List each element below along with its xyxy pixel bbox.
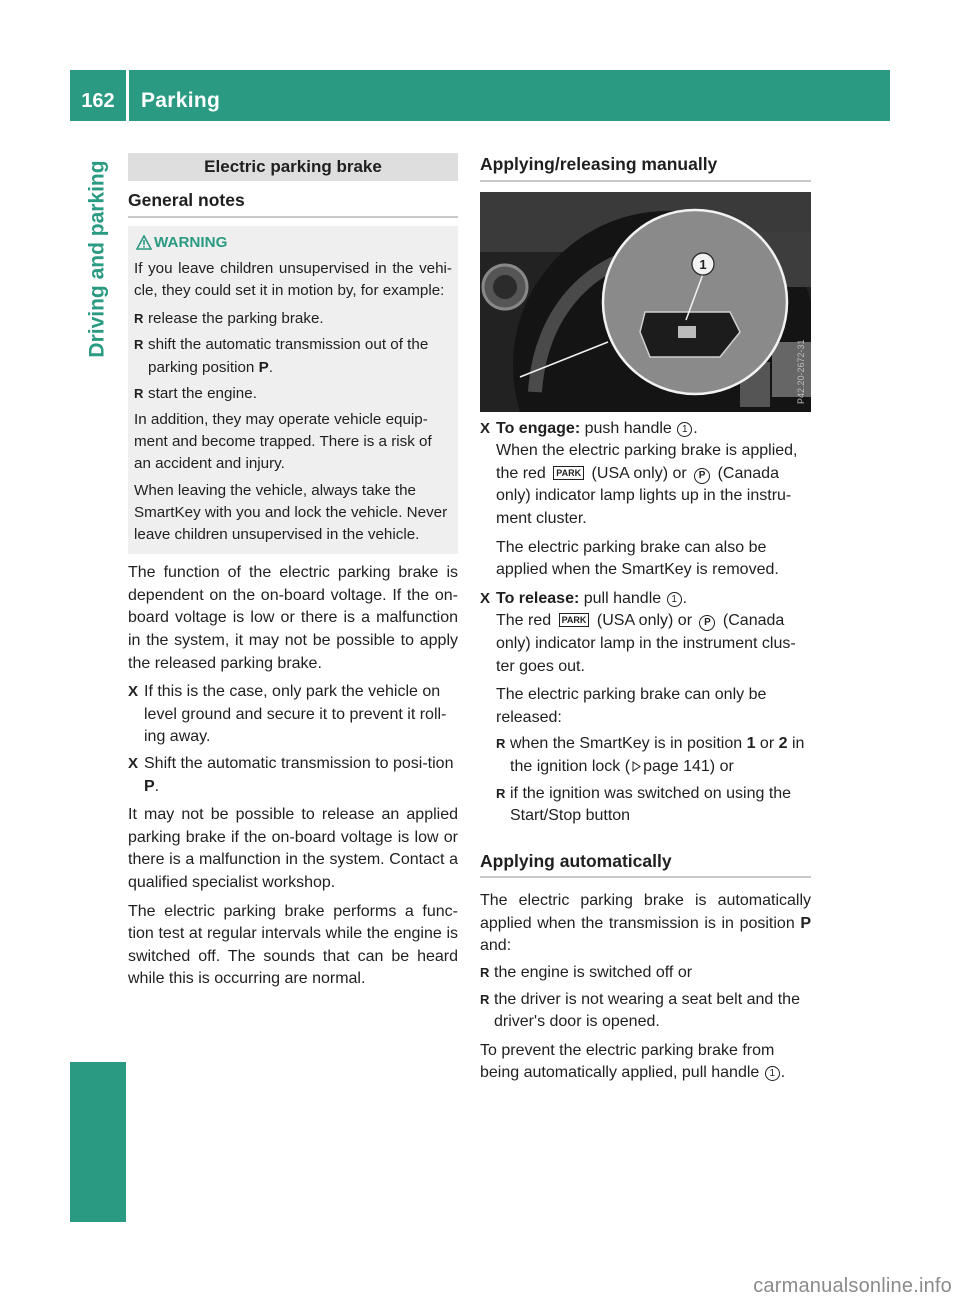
text-run: the engine is switched off or (494, 964, 693, 982)
section-heading: Electric parking brake (128, 153, 458, 181)
step-marker-icon: X (128, 683, 139, 701)
warning-intro: If you leave children unsupervised in the vehi-cle, they could set it in motion by, for example: (134, 259, 452, 299)
bold-gear: P (144, 777, 155, 795)
park-indicator-icon: PARK (553, 466, 584, 480)
page-number: 162 (81, 90, 115, 112)
text-run: if the ignition was switched on using the Start/Stop button (510, 784, 792, 825)
body-paragraph (480, 890, 811, 958)
instruction-step (128, 681, 458, 749)
warning-bullet (134, 383, 452, 405)
step-label: To release: (496, 589, 580, 607)
side-color-block (70, 1062, 126, 1222)
side-tab-label: Driving and parking (86, 160, 110, 358)
bold-gear: P (800, 914, 811, 932)
release-bullet (496, 733, 811, 778)
step-paragraph (496, 610, 811, 678)
photo-code: P42.20-2672-31 (796, 339, 806, 404)
step-end: . (682, 589, 688, 607)
parking-brake-p-icon: P (694, 468, 710, 484)
warning-bullet (134, 334, 452, 378)
left-column (128, 153, 458, 991)
warning-title-text: WARNING (154, 233, 228, 251)
header-divider (126, 70, 129, 121)
subheading-automatic: Applying automatically (480, 850, 811, 879)
page-reference-link[interactable]: page 141 (643, 757, 710, 775)
body-paragraph: It may not be possible to release an applied parking brake if the on-board voltage is low or there is a malfunction in the system. Contact a qualified specialist workshop. (128, 806, 458, 891)
warning-paragraph: In addition, they may operate vehicle equip-ment and become trapped. There is a risk of an accident and injury. (134, 411, 432, 473)
step-text: pull handle (579, 589, 666, 607)
step-end: . (154, 777, 160, 795)
warning-title (134, 232, 452, 254)
warning-bullet (134, 308, 452, 330)
bullet-text: release the parking brake. (148, 310, 324, 328)
text-run: The red (496, 612, 556, 630)
text-run: The electric parking brake is automatically applied when the transmission is in position (480, 892, 811, 932)
text-run: ) or (709, 757, 734, 775)
body-paragraph (480, 1040, 811, 1085)
section-title: Parking (141, 89, 221, 112)
auto-bullet (480, 989, 811, 1034)
text-run: the driver is not wearing a seat belt and the driver's door is opened. (494, 990, 800, 1031)
handle-callout-icon: 1 (765, 1066, 780, 1081)
bullet-end: . (268, 358, 273, 376)
body-paragraph: The electric parking brake performs a func-tion test at regular intervals while the engine is switched off. The sounds that can be heard while this is occurring are normal. (128, 902, 458, 988)
handle-callout-icon: 1 (667, 592, 682, 607)
text-run: (USA only) or (587, 464, 692, 482)
text-run: when the SmartKey is in position (510, 735, 747, 753)
dashboard-photo (480, 192, 811, 412)
step-marker-icon: X (480, 419, 491, 437)
warning-box (128, 226, 458, 555)
step-paragraph (496, 440, 811, 530)
callout-number: 1 (699, 256, 707, 272)
text-run: and: (480, 937, 512, 955)
right-column (480, 153, 811, 1085)
park-indicator-icon: PARK (559, 613, 590, 627)
bold-position: 2 (778, 735, 788, 753)
parking-brake-p-icon: P (699, 615, 715, 631)
watermark: carmanualsonline.info (753, 1275, 952, 1297)
step-paragraph: The electric parking brake can also be applied when the SmartKey is removed. (496, 538, 779, 579)
bullet-text: start the engine. (148, 384, 257, 402)
step-label: To engage: (496, 419, 581, 437)
step-text: If this is the case, only park the vehicle on level ground and secure it to prevent it roll-ing away. (144, 683, 447, 746)
text-run: or (755, 735, 779, 753)
text-run: To prevent the electric parking brake from being automatically applied, pull handle (480, 1041, 775, 1082)
step-text: push handle (580, 419, 677, 437)
bold-gear: P (258, 358, 269, 376)
subheading-general-notes: General notes (128, 189, 458, 218)
text-run: (Canada only) indicator lamp lights up in the instru-ment cluster. (496, 464, 792, 527)
step-paragraph: The electric parking brake can only be released: (496, 686, 767, 726)
text-run: (Canada only) indicator lamp in the instrument clus-ter goes out. (496, 612, 796, 675)
subheading-manual: Applying/releasing manually (480, 153, 811, 182)
bold-position: 1 (746, 735, 756, 753)
text-run: . (780, 1064, 786, 1082)
instruction-step (128, 753, 458, 798)
instruction-step-engage (480, 418, 811, 582)
step-marker-icon: X (480, 589, 491, 607)
text-run: (USA only) or (592, 612, 697, 630)
body-paragraph: The function of the electric parking brake is dependent on the on-board voltage. If the on-board voltage is low or there is a malfunction in the system, it may not be possible to apply the released parking brake. (128, 564, 458, 672)
handle-callout-icon: 1 (677, 422, 692, 437)
release-bullet (496, 783, 811, 828)
instruction-step-release (480, 588, 811, 828)
text-run: When the electric parking brake is applied, the red (496, 442, 798, 482)
text-run: in the ignition lock ( (510, 735, 805, 775)
bullet-text: shift the automatic transmission out of the parking position (148, 336, 429, 376)
warning-triangle-icon (136, 235, 152, 250)
page-ref-arrow-icon (632, 761, 641, 772)
warning-paragraph: When leaving the vehicle, always take the SmartKey with you and lock the vehicle. Never leave children unsupervised in the vehicle. (134, 481, 448, 544)
step-marker-icon: X (128, 754, 139, 772)
auto-bullet (480, 962, 811, 985)
step-end: . (693, 419, 698, 437)
step-text: Shift the automatic transmission to posi-tion (144, 754, 454, 772)
side-tab (70, 160, 126, 358)
